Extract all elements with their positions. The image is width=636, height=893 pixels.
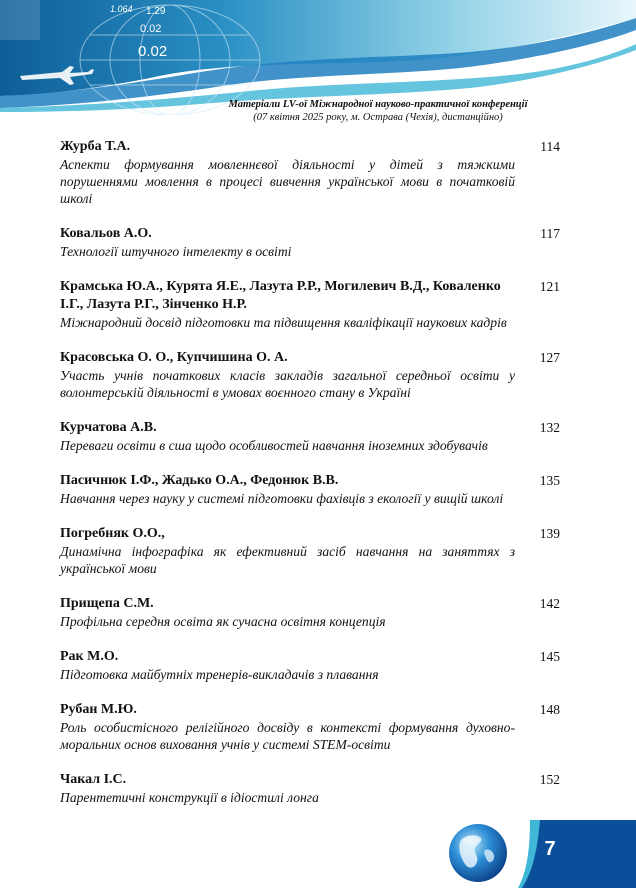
entry-title: Динамічна інфографіка як ефективний засіб навчання на заняттях з української мови — [60, 544, 515, 576]
entry-page: 121 — [539, 279, 560, 294]
entry-page: 114 — [540, 139, 560, 154]
entry-authors: Крамська Ю.А., Курята Я.Е., Лазута Р.Р., Могилевич В.Д., Коваленко І.Г., Лазута Р.Г., Зінченко Н.Р. — [60, 279, 501, 312]
banner-number: 0.02 — [138, 43, 168, 60]
entry-authors: Журба Т.А. — [60, 139, 131, 154]
entry-page: 132 — [539, 420, 560, 435]
toc-entry[interactable] — [60, 472, 560, 507]
entry-authors: Ковальов А.О. — [60, 226, 152, 241]
entry-title: Технології штучного інтелекту в освіті — [60, 244, 292, 259]
entry-authors: Рубан М.Ю. — [60, 702, 137, 717]
entry-page: 148 — [539, 702, 560, 717]
entry-authors: Красовська О. О., Купчишина О. А. — [60, 350, 288, 365]
entry-title: Профільна середня освіта як сучасна освітня концепція — [60, 614, 386, 629]
entry-page: 139 — [539, 526, 560, 541]
toc-entry[interactable] — [60, 525, 560, 577]
page-number-tab — [518, 820, 636, 888]
banner-number: 1.29 — [146, 6, 166, 17]
toc-entry[interactable] — [60, 419, 560, 454]
toc-entry[interactable] — [60, 138, 560, 207]
table-of-contents — [60, 138, 560, 824]
entry-title: Міжнародний досвід підготовки та підвищення кваліфікації наукових кадрів — [60, 315, 507, 330]
entry-authors: Рак М.О. — [60, 649, 119, 664]
toc-entry[interactable] — [60, 648, 560, 683]
entry-title: Роль особистісного релігійного досвіду в контексті формування духовно-моральних основ виховання учнів у системі STEM-освіти — [60, 720, 515, 752]
page-number: 7 — [544, 838, 556, 860]
conference-title: Матеріали LV-ої Міжнародної науково-практичної конференції — [228, 99, 528, 110]
entry-page: 152 — [539, 772, 560, 787]
banner-number: 0.02 — [140, 23, 162, 35]
entry-page: 142 — [539, 596, 560, 611]
entry-page: 145 — [539, 649, 560, 664]
banner-number: 1.064 — [110, 4, 133, 14]
toc-entry[interactable] — [60, 701, 560, 753]
entry-page: 135 — [539, 473, 560, 488]
entry-title: Аспекти формування мовленнєвої діяльності у дітей з тяжкими порушеннями мовлення в процесі вивчення української мови в початковій школі — [60, 157, 515, 206]
entry-authors: Прищепа С.М. — [60, 596, 154, 611]
entry-page: 117 — [540, 226, 560, 241]
entry-title: Переваги освіти в сша щодо особливостей навчання іноземних здобувачів — [60, 438, 488, 453]
banner-numbers — [0, 0, 250, 100]
globe-icon — [447, 822, 509, 884]
entry-authors: Пасичнюк І.Ф., Жадько О.А., Федонюк В.В. — [60, 473, 339, 488]
entry-authors: Чакал І.С. — [60, 772, 127, 787]
toc-entry[interactable] — [60, 278, 560, 331]
entry-authors: Курчатова А.В. — [60, 420, 157, 435]
toc-entry[interactable] — [60, 595, 560, 630]
conference-header — [198, 98, 558, 124]
toc-entry[interactable] — [60, 349, 560, 401]
toc-entry[interactable] — [60, 225, 560, 260]
entry-title: Підготовка майбутніх тренерів-викладачів з плавання — [60, 667, 379, 682]
entry-page: 127 — [539, 350, 560, 365]
entry-authors: Погребняк О.О., — [60, 526, 165, 541]
entry-title: Парентетичні конструкції в ідіостилі лонга — [60, 790, 319, 805]
conference-subtitle: (07 квітня 2025 року, м. Острава (Чехія), дистанційно) — [253, 112, 503, 123]
entry-title: Участь учнів початкових класів закладів загальної середньої освіти у волонтерській діяльності в умовах воєнного стану в Україні — [60, 368, 515, 400]
toc-entry[interactable] — [60, 771, 560, 806]
entry-title: Навчання через науку у системі підготовки фахівців з екології у вищій школі — [60, 491, 504, 506]
